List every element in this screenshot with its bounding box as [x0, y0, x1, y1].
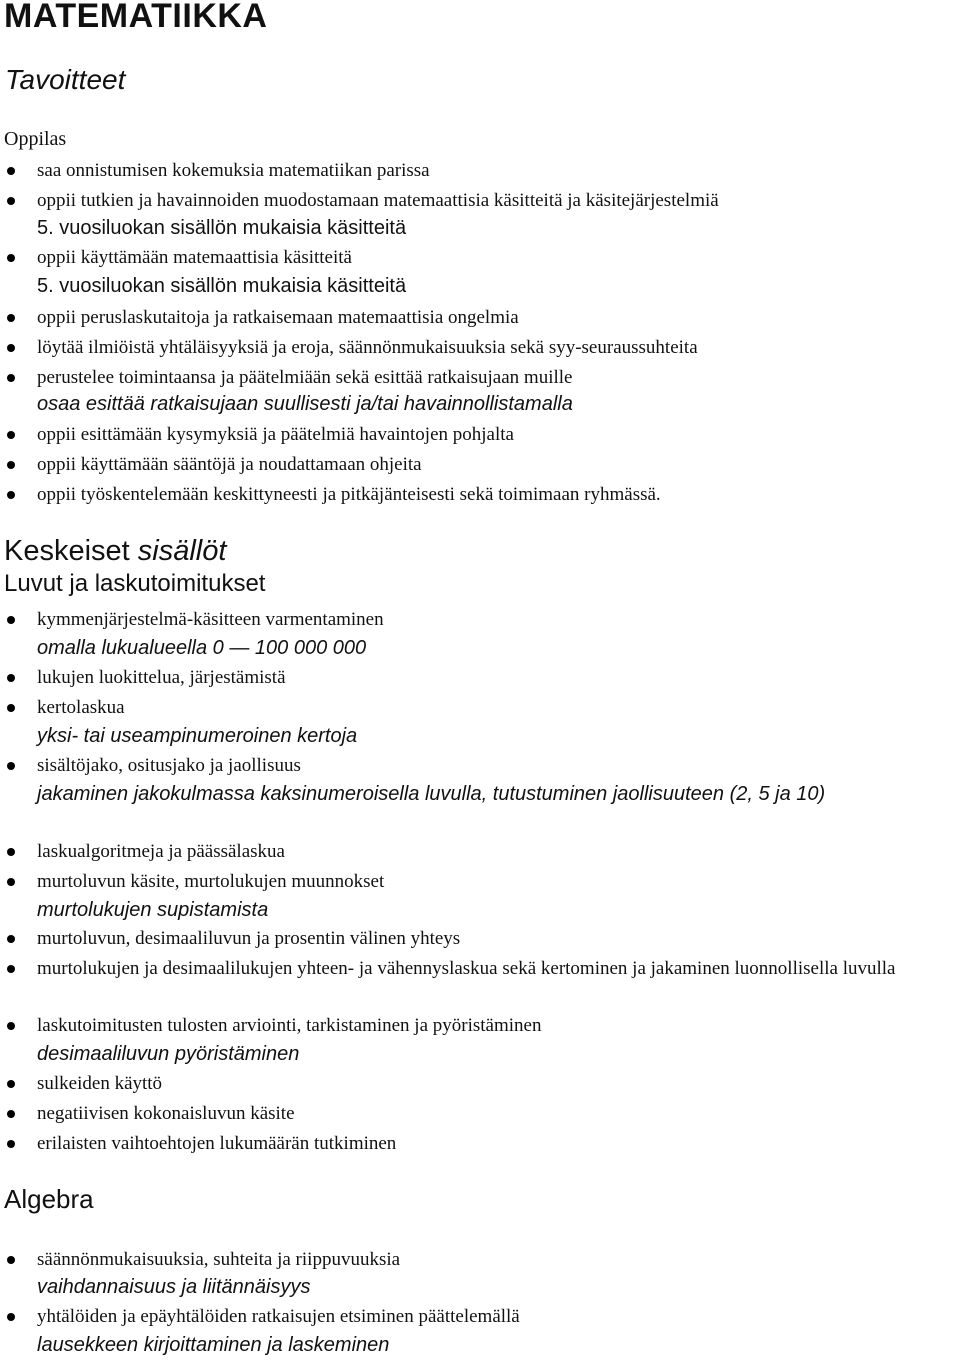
bullet-icon	[7, 314, 15, 322]
list-item: löytää ilmiöistä yhtäläisyyksiä ja eroja, säännönmukaisuuksia sekä syy-seuraussuhteita	[0, 334, 960, 362]
list-item: oppii tutkien ja havainnoiden muodostamaan matemaattisia käsitteitä ja käsitejärjestelmiä	[0, 187, 960, 215]
bullet-icon	[7, 167, 15, 175]
list-item: saa onnistumisen kokemuksia matematiikan parissa	[0, 157, 960, 185]
bullet-icon	[7, 461, 15, 469]
list-note: lausekkeen kirjoittaminen ja laskeminen	[37, 1334, 390, 1356]
list-item: lukujen luokittelua, järjestämistä	[0, 664, 960, 692]
list-note: desimaaliluvun pyöristäminen	[37, 1043, 300, 1065]
list-item: laskualgoritmeja ja päässälaskua	[0, 838, 960, 866]
list-item: murtoluvun, desimaaliluvun ja prosentin välinen yhteys	[0, 925, 960, 953]
list-note: murtolukujen supistamista	[37, 899, 269, 921]
list-item: oppii työskentelemään keskittyneesti ja pitkäjänteisesti sekä toimimaan ryhmässä.	[0, 481, 960, 509]
bullet-icon	[7, 1080, 15, 1088]
bullet-icon	[7, 1313, 15, 1321]
bullet-icon	[7, 1022, 15, 1030]
page-title: MATEMATIIKKA	[4, 0, 268, 35]
bullet-icon	[7, 344, 15, 352]
list-item: erilaisten vaihtoehtojen lukumäärän tutkiminen	[0, 1130, 960, 1158]
bullet-icon	[7, 254, 15, 262]
list-item: kertolaskua	[0, 694, 960, 722]
list-note: vaihdannaisuus ja liitännäisyys	[37, 1276, 311, 1298]
list-note: omalla lukualueella 0 — 100 000 000	[37, 637, 367, 659]
list-item: sisältöjako, ositusjako ja jaollisuus	[0, 752, 960, 780]
bullet-icon	[7, 674, 15, 682]
list-item: säännönmukaisuuksia, suhteita ja riippuvuuksia	[0, 1246, 960, 1274]
list-note: osaa esittää ratkaisujaan suullisesti ja/tai havainnollistamalla	[37, 393, 573, 415]
bullet-icon	[7, 965, 15, 973]
intro-label: Oppilas	[4, 128, 67, 150]
bullet-icon	[7, 491, 15, 499]
section-heading-contents: Keskeiset sisällöt	[4, 535, 227, 567]
bullet-icon	[7, 1110, 15, 1118]
list-item: perustelee toimintaansa ja päätelmiään sekä esittää ratkaisujaan muille	[0, 364, 960, 392]
bullet-icon	[7, 197, 15, 205]
list-item: yhtälöiden ja epäyhtälöiden ratkaisujen etsiminen päättelemällä	[0, 1303, 960, 1331]
bullet-icon	[7, 878, 15, 886]
list-item: negatiivisen kokonaisluvun käsite	[0, 1100, 960, 1128]
list-item: oppii käyttämään matemaattisia käsitteitä	[0, 244, 960, 272]
list-item: sulkeiden käyttö	[0, 1070, 960, 1098]
subsection-heading-algebra: Algebra	[4, 1184, 94, 1214]
section-heading-goals: Tavoitteet	[5, 64, 126, 95]
list-item: kymmenjärjestelmä-käsitteen varmentaminen	[0, 606, 960, 634]
list-note: 5. vuosiluokan sisällön mukaisia käsitteitä	[37, 217, 407, 239]
bullet-icon	[7, 616, 15, 624]
bullet-icon	[7, 704, 15, 712]
list-item: oppii peruslaskutaitoja ja ratkaisemaan matemaattisia ongelmia	[0, 304, 960, 332]
bullet-icon	[7, 431, 15, 439]
list-note: 5. vuosiluokan sisällön mukaisia käsitteitä	[37, 275, 407, 297]
list-note: yksi- tai useampinumeroinen kertoja	[37, 725, 358, 747]
bullet-icon	[7, 935, 15, 943]
bullet-icon	[7, 1140, 15, 1148]
list-item: murtoluvun käsite, murtolukujen muunnokset	[0, 868, 960, 896]
subsection-heading-numbers: Luvut ja laskutoimitukset	[4, 570, 266, 597]
bullet-icon	[7, 762, 15, 770]
bullet-icon	[7, 374, 15, 382]
bullet-icon	[7, 1256, 15, 1264]
list-item: oppii käyttämään sääntöjä ja noudattamaan ohjeita	[0, 451, 960, 479]
list-note: jakaminen jakokulmassa kaksinumeroisella luvulla, tutustuminen jaollisuuteen (2, 5 ja 10)	[37, 783, 826, 805]
list-item: laskutoimitusten tulosten arviointi, tarkistaminen ja pyöristäminen	[0, 1012, 960, 1040]
list-item: oppii esittämään kysymyksiä ja päätelmiä havaintojen pohjalta	[0, 421, 960, 449]
bullet-icon	[7, 848, 15, 856]
list-item: murtolukujen ja desimaalilukujen yhteen- ja vähennyslaskua sekä kertominen ja jakaminen luonnollisella luvulla	[0, 955, 960, 983]
